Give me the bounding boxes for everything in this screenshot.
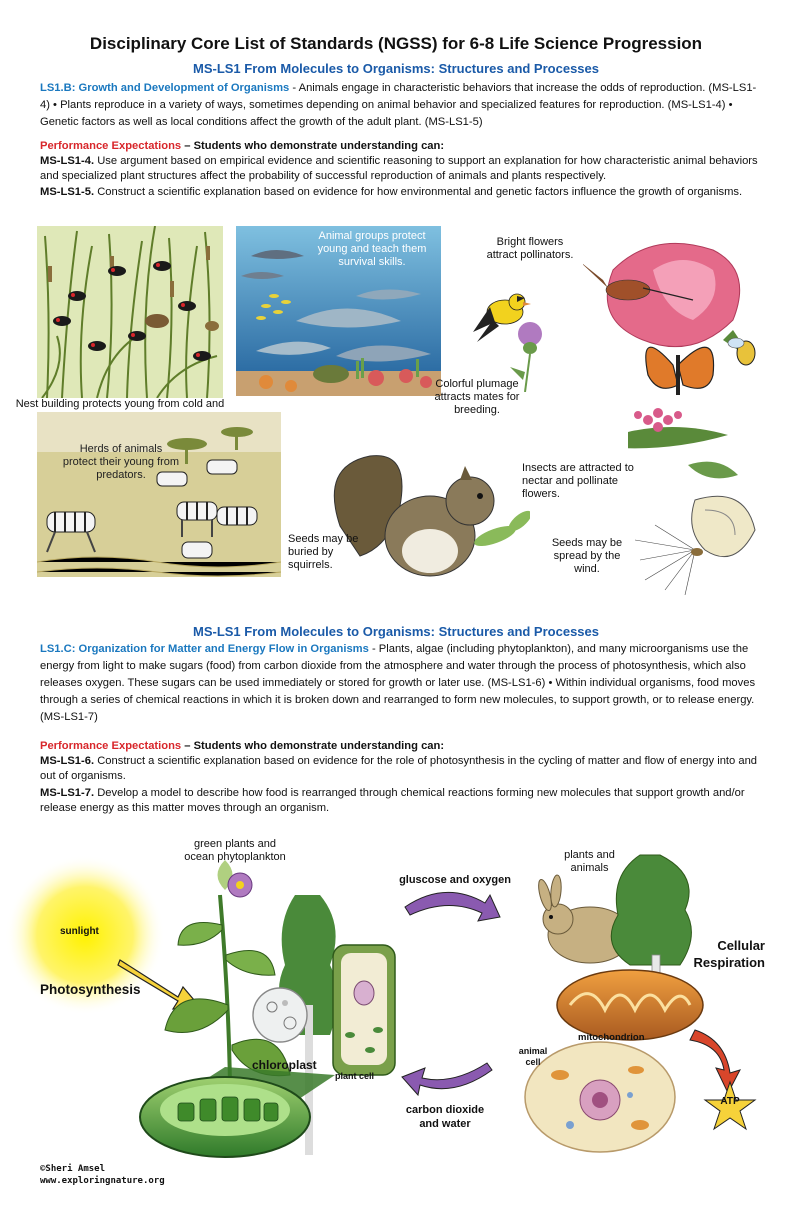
- label-sunlight: sunlight: [60, 926, 99, 937]
- blackbird-nest-illustration: [37, 226, 223, 398]
- section1-pe1-code: MS-LS1-4.: [40, 155, 95, 167]
- section1-pe-rest: – Students who demonstrate understanding can:: [181, 140, 445, 152]
- caption-nest-building: Nest building protects young from cold and: [15, 398, 225, 410]
- page-title: Disciplinary Core List of Standards (NGSS) for 6-8 Life Science Progression: [89, 34, 703, 53]
- butterfly-milkweed-illustration: [628, 325, 768, 495]
- caption-herds: Herds of animals protect their young from predators.: [62, 443, 180, 481]
- label-mitochondrion: mitochondrion: [578, 1032, 645, 1043]
- section2-standard: [40, 641, 760, 726]
- label-glucose-oxygen: gluscose and oxygen: [399, 874, 511, 886]
- footer-website: www.exploringnature.org: [40, 1176, 165, 1186]
- footer: [40, 1163, 165, 1187]
- section2-pe1-text: Construct a scientific explanation based on evidence for the role of photosynthesis in the cycling of matter and flow of energy into and out of organisms.: [40, 755, 758, 782]
- squirrel-illustration: [320, 446, 530, 596]
- label-green-plants: green plants and ocean phytoplankton: [184, 838, 286, 863]
- section1-pe-heading: [40, 139, 760, 154]
- caption-insects: Insects are attracted to nectar and pollinate flowers.: [522, 462, 634, 500]
- zebra-herd-illustration: [37, 412, 281, 577]
- caption-bright-flowers: Bright flowers attract pollinators.: [486, 236, 574, 261]
- section2-pe2-code: MS-LS1-7.: [40, 787, 95, 799]
- section2-standard-label: LS1.C: Organization for Matter and Energy Flow in Organisms: [40, 643, 369, 655]
- label-plants-animals: plants and animals: [564, 849, 615, 874]
- section1-pe2: [40, 185, 760, 200]
- caption-animal-groups: Animal groups protect young and teach them survival skills.: [317, 230, 427, 268]
- section2-pe1: [40, 754, 760, 784]
- section1-pe1-text: Use argument based on empirical evidence and scientific reasoning to support an explanation for how characteristic animal behaviors and specialized plant structures affect the probability of successful reproduction of animals and plants respectively.: [40, 155, 758, 182]
- section1-pe1: [40, 154, 760, 184]
- footer-copyright: ©Sheri Amsel: [40, 1164, 106, 1174]
- atp-arrow: [690, 1030, 740, 1093]
- label-co2-water: carbon dioxide and water: [405, 1104, 485, 1130]
- section1-standard-label: LS1.B: Growth and Development of Organisms: [40, 82, 290, 94]
- section2-pe-label: Performance Expectations: [40, 740, 182, 752]
- section1-pe-label: Performance Expectations: [40, 140, 182, 152]
- section1-standard: [40, 80, 760, 131]
- label-photosynthesis: Photosynthesis: [40, 982, 141, 997]
- section2-heading: MS-LS1 From Molecules to Organisms: Structures and Processes: [192, 624, 599, 639]
- caption-squirrels: Seeds may be buried by squirrels.: [288, 533, 359, 571]
- section1-heading: MS-LS1 From Molecules to Organisms: Structures and Processes: [192, 61, 599, 76]
- section2-standard-text: - Plants, algae (including phytoplankton), and many microorganisms use the energy from light to make sugars (food) from carbon dioxide from the atmosphere and water through the process of photosynthesis, which also releases oxygen. These sugars can be used immediately or stored for growth or later use. (MS-LS1-6) • Within individual organisms, food moves through a series of chemical reactions in which it is broken down and rearranged to form new molecules, to support growth, or to release energy. (MS-LS1-7): [40, 643, 756, 723]
- co2-arrow: [402, 1063, 492, 1095]
- section2-pe2-text: Develop a model to describe how food is rearranged through chemical reactions forming new molecules that support growth and/or release energy as this matter moves through an organism.: [40, 787, 745, 814]
- label-animal-cell: animal cell: [518, 1046, 548, 1067]
- label-chloroplast: chloroplast: [252, 1058, 317, 1072]
- caption-colorful-plumage: Colorful plumage attracts mates for breeding.: [434, 378, 520, 416]
- section1-pe2-code: MS-LS1-5.: [40, 186, 95, 198]
- section2-pe1-code: MS-LS1-6.: [40, 755, 95, 767]
- caption-wind: Seeds may be spread by the wind.: [551, 537, 623, 575]
- milkweed-pod-illustration: [635, 490, 770, 595]
- label-atp: ATP: [720, 1096, 740, 1107]
- glucose-arrow: [405, 892, 500, 921]
- section2-pe-rest: – Students who demonstrate understanding can:: [181, 740, 445, 752]
- section2-pe2: [40, 786, 760, 816]
- label-cellular-respiration: Cellular Respiration: [693, 938, 765, 970]
- section1-standard-text: - Animals engage in characteristic behaviors that increase the odds of reproduction. (MS-LS1-4) • Plants reproduce in a variety of ways, sometimes depending on animal behavior and specialized features for reproduction. (MS-LS1-4) • Genetic factors as well as local conditions affect the growth of the adult plant. (MS-LS1-5): [40, 82, 757, 128]
- goldfinch-thistle-illustration: [465, 272, 545, 392]
- section2-pe-heading: [40, 739, 760, 754]
- section1-pe2-text: Construct a scientific explanation based on evidence for how environmental and genetic factors influence the growth of organisms.: [94, 186, 743, 198]
- label-plant-cell: plant cell: [335, 1071, 375, 1081]
